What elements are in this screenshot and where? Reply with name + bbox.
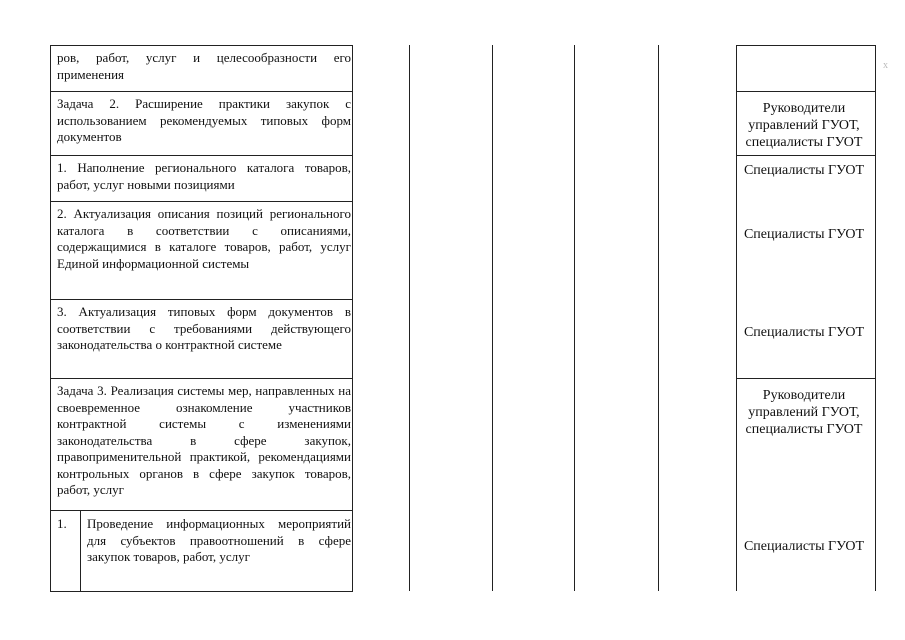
- responsible-cell: Специалисты ГУОТ: [743, 325, 865, 340]
- table-column-rule: [658, 45, 659, 591]
- responsible-cell: Специалисты ГУОТ: [743, 227, 865, 242]
- table-row-text: Задача 2. Расширение практики закупок с использованием рекомендуемых типовых форм документов: [57, 96, 351, 144]
- number-column-rule: [80, 510, 81, 591]
- table-row-text: 1. Наполнение регионального каталога товаров, работ, услуг новыми позициями: [57, 160, 351, 192]
- table-row-rule: [50, 201, 353, 202]
- table-border-right: [875, 45, 876, 591]
- table-bottom-rule: [50, 591, 353, 592]
- table-row-rule: [50, 378, 353, 379]
- table-row-rule: [736, 45, 876, 46]
- scan-edge-mark: x: [883, 60, 888, 71]
- responsible-cell: Руководители управлений ГУОТ, специалисты ГУОТ: [745, 388, 863, 437]
- table-row-rule: [50, 155, 353, 156]
- table-column-rule: [409, 45, 410, 591]
- table-column-rule: [574, 45, 575, 591]
- responsible-cell: Специалисты ГУОТ: [743, 539, 865, 554]
- table-row-text: ров, работ, услуг и целесообразности его применения: [57, 50, 351, 82]
- responsible-cell: Руководители управлений ГУОТ, специалисты ГУОТ: [745, 101, 863, 150]
- table-row-rule: [736, 155, 876, 156]
- table-row-rule: [50, 299, 353, 300]
- table-column-rule: [492, 45, 493, 591]
- table-row-rule: [50, 510, 353, 511]
- table-row-text: 2. Актуализация описания позиций регионального каталога в соответствии с описаниями, содержащимися в каталоге товаров, работ, услуг Единой информационной системы: [57, 206, 351, 271]
- table-row-text: Проведение информационных мероприятий для субъектов правоотношений в сфере закупок товаров, работ, услуг: [87, 516, 351, 564]
- table-row-rule: [50, 45, 353, 46]
- table-row-number: 1.: [57, 516, 67, 531]
- table-row-text: 3. Актуализация типовых форм документов в соответствии с требованиями действующего законодательства о контрактной системе: [57, 304, 351, 352]
- table-row-rule: [736, 378, 876, 379]
- responsible-cell: Специалисты ГУОТ: [743, 163, 865, 178]
- table-row-rule: [736, 91, 876, 92]
- table-row-text: Задача 3. Реализация системы мер, направленных на своевременное ознакомление участников контрактной системы с изменениями законодательства в сфере закупок, правоприменительной практикой, рекомендациями контрольных органов в сфере закупок товаров, работ, услуг: [57, 383, 351, 497]
- table-row-rule: [50, 91, 353, 92]
